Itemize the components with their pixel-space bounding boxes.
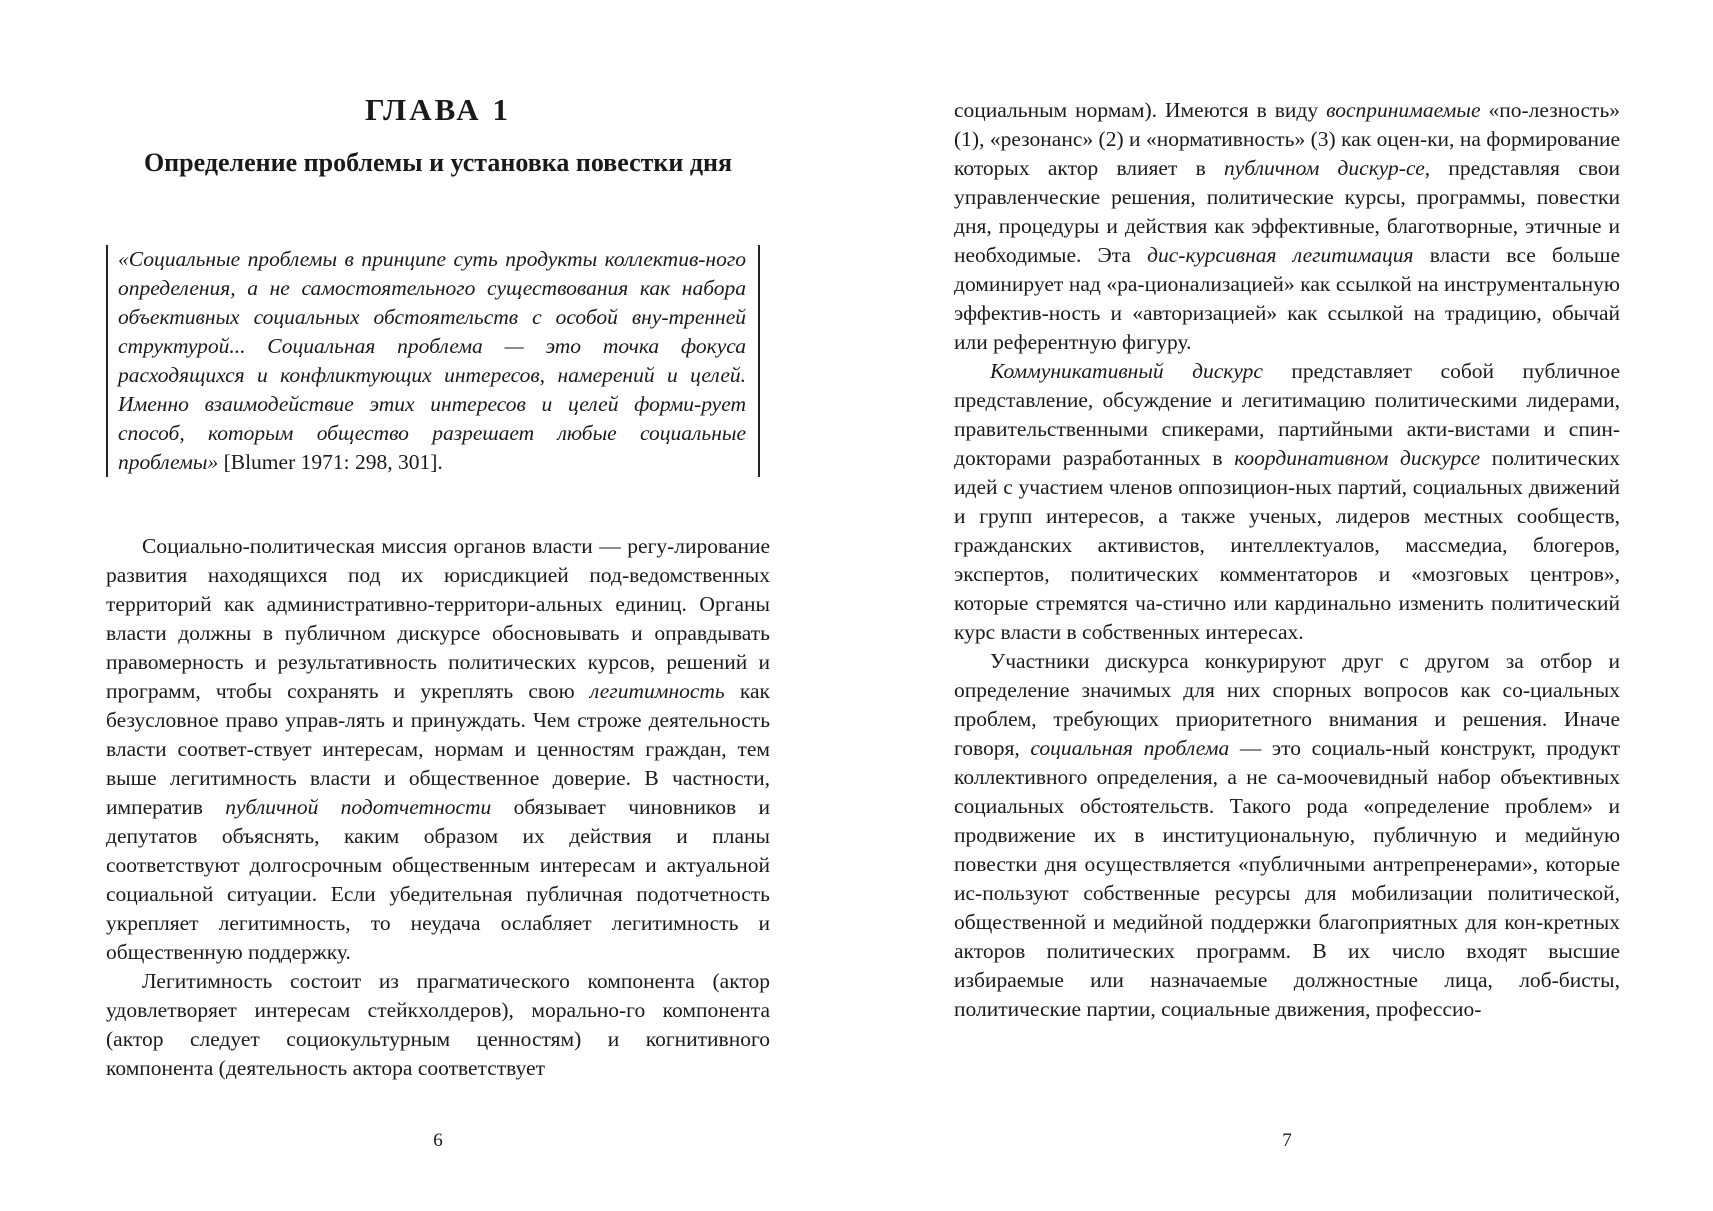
epigraph-citation: [Blumer 1971: 298, 301]. [218, 450, 443, 474]
text-run: как безусловное право управ-лять и принуждать. Чем строже деятельность власти соответ-ствует интересам, нормам и ценностям граждан, тем выше легитимность власти и общественное доверие. В частности, императив [106, 679, 770, 819]
italic-term: Коммуникативный дискурс [990, 359, 1263, 383]
italic-term: дис-курсивная легитимация [1147, 243, 1414, 267]
chapter-label: ГЛАВА 1 [365, 92, 511, 127]
text-run: Социально-политическая миссия органов власти — регу-лирование развития находящихся под их юрисдикцией под-ведомственных территорий как административно-территори-альных единиц. Органы власти должны в публичном дискурсе обосновывать и оправдывать правомерность и результативность политических курсов, решений и программ, чтобы сохранять и укреплять свою [106, 534, 770, 703]
epigraph [106, 245, 760, 477]
text-run: политических идей с участием членов оппозицион-ных партий, социальных движений и групп интересов, а также ученых, лидеров местных сообществ, гражданских активистов, интеллектуалов, массмедиа, блогеров, экспертов, политических комментаторов и «мозговых центров», которые стремятся ча-стично или кардинально изменить политический курс власти в собственных интересах. [954, 446, 1620, 644]
page-number: 7 [1282, 1130, 1292, 1151]
text-run: Участники дискурса конкурируют друг с другом за отбор и определение значимых для них спорных вопросов как со-циальных проблем, требующих приоритетного внимания и решения. Иначе говоря, [954, 649, 1620, 760]
italic-term: публичном дискур-се [1224, 156, 1425, 180]
italic-term: публичной подотчетности [225, 795, 492, 819]
text-run: , представляя свои управленческие решения, политические курсы, программы, повестки дня, процедуры и действия как эффективные, благотворные, этичные и необходимые. Эта [954, 156, 1620, 267]
italic-term: легитимность [589, 679, 725, 703]
left-body-text [106, 532, 770, 1083]
page-number: 6 [433, 1130, 443, 1151]
chapter-title: Определение проблемы и установка повестки дня [143, 148, 733, 177]
paragraph [954, 357, 1620, 647]
text-run: — это социаль-ный конструкт, продукт коллективного определения, а не са-моочевидный набор объективных социальных обстоятельств. Такого рода «определение проблем» и продвижение их в институциональную, публичную и медийную повестки дня осуществляется «публичными антрепренерами», которые ис-пользуют собственные ресурсы для мобилизации политической, общественной и медийной поддержки благоприятных для кон-кретных акторов политических программ. В их число входят высшие избираемые или назначаемые должностные лица, лоб-бисты, политические партии, социальные движения, профессио- [954, 736, 1620, 1021]
right-body-text [954, 96, 1620, 1024]
paragraph [106, 967, 770, 1083]
text-run: представляет собой публичное представление, обсуждение и легитимацию политическими лидерами, правительственными спикерами, партийными акти-вистами и спин-докторами разработанных в [954, 359, 1620, 470]
epigraph-quote: «Социальные проблемы в принципе суть продукты коллектив-ного определения, а не самостоятельного существования как набора объективных социальных обстоятельств с особой вну-тренней структурой... Социальная проблема — это точка фокуса расходящихся и конфликтующих интересов, намерений и целей. Именно взаимодействие этих интересов и целей форми-рует способ, которым общество разрешает любые социальные проблемы» [118, 247, 746, 474]
text-run: обязывает чиновников и депутатов объяснять, каким образом их действия и планы соответствуют долгосрочным общественным интересам и актуальной социальной ситуации. Если убедительная публичная подотчетность укрепляет легитимность, то неудача ослабляет легитимность и общественную поддержку. [106, 795, 771, 964]
paragraph [954, 647, 1620, 1024]
italic-term: социальная проблема [1030, 736, 1230, 760]
epigraph-text [118, 245, 746, 477]
text-run: Легитимность состоит из прагматического компонента (актор удовлетворяет интересам стейкхолдеров), морально-го компонента (актор следует социокультурным ценностям) и когнитивного компонента (деятельность актора соответствует [106, 969, 770, 1080]
italic-term: координативном дискурсе [1234, 446, 1481, 470]
italic-term: воспринимаемые [1326, 98, 1481, 122]
text-run: социальным нормам). Имеются в виду [954, 98, 1327, 122]
text-run: власти все больше доминирует над «ра-ционализацией» как ссылкой на инструментальную эффектив-ность и «авторизацией» как ссылкой на традицию, обычай или референтную фигуру. [954, 243, 1620, 354]
paragraph [954, 96, 1620, 357]
text-run: «по-лезность» (1), «резонанс» (2) и «нормативность» (3) как оцен-ки, на формирование которых актор влияет в [954, 98, 1620, 180]
paragraph [106, 532, 770, 967]
